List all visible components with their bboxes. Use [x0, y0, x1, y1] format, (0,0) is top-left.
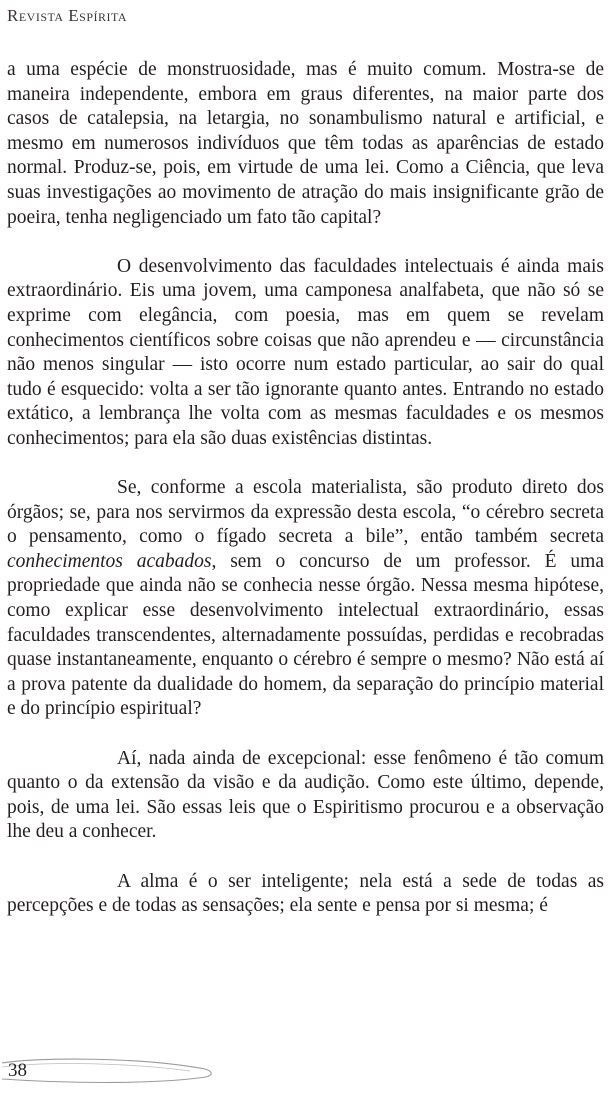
paragraph-2: O desenvolvimento das faculdades intelectuais é ainda mais extraordinário. Eis uma jovem, uma camponesa analfabeta, que não só se exprime com elegância, com poesia, mas em quem se revelam conhecimentos científicos sobre coisas que não aprendeu e — circunstância não menos singular — isto ocorre num estado particular, ao sair do qual tudo é esquecido: volta a ser tão ignorante quanto antes. Entrando no estado extático, a lembrança lhe volta com as mesmas faculdades e os mesmos conhecimentos; para ela são duas existências distintas.	[7, 255, 604, 449]
page-number: 38	[8, 1060, 27, 1081]
paragraph-1: a uma espécie de monstruosidade, mas é muito comum. Mostra-se de maneira independente, embora em graus diferentes, na maior parte dos casos de catalepsia, na letargia, no sonambulismo natural e artificial, e mesmo em numerosos indivíduos que têm todas as aparências de estado normal. Produz-se, pois, em virtude de uma lei. Como a Ciência, que leva suas investigações ao movimento de atração do mais insignificante grão de poeira, tenha negligenciado um fato tão capital?	[7, 59, 604, 228]
page-body	[7, 58, 604, 943]
paragraph-3	[7, 476, 604, 722]
paragraph-3-text-before: Se, conforme a escola materialista, são produto direto dos órgãos; se, para nos servirmos da expressão desta escola, “o cérebro secreta o pensamento, como o fígado secreta a bile”, então também secreta	[7, 477, 604, 548]
paragraph-3-text-after: , sem o concurso de um professor. É uma propriedade que ainda não se conhecia nesse órgão. Nessa mesma hipótese, como explicar esse desenvolvimento intelectual extraordinário, essas faculdades transcendentes, alternadamente possuídas, perdidas e recobradas quase instantaneamente, enquanto o cérebro é sempre o mesmo? Não está aí a prova patente da dualidade do homem, da separação do princípio material e do princípio espiritual?	[7, 550, 604, 720]
paragraph-3-emphasis: conhecimentos acabados	[7, 550, 212, 572]
running-header: Revista Espírita	[7, 6, 128, 25]
paragraph-4: Aí, nada ainda de excepcional: esse fenômeno é tão comum quanto o da extensão da visão e da audição. Como este último, depende, pois, de uma lei. São essas leis que o Espiritismo procurou e a observação lhe deu a conhecer.	[7, 747, 604, 843]
footer-swoosh-decoration	[0, 1055, 220, 1085]
paragraph-5: A alma é o ser inteligente; nela está a sede de todas as percepções e de todas as sensações; ela sente e pensa por si mesma; é	[7, 870, 604, 917]
